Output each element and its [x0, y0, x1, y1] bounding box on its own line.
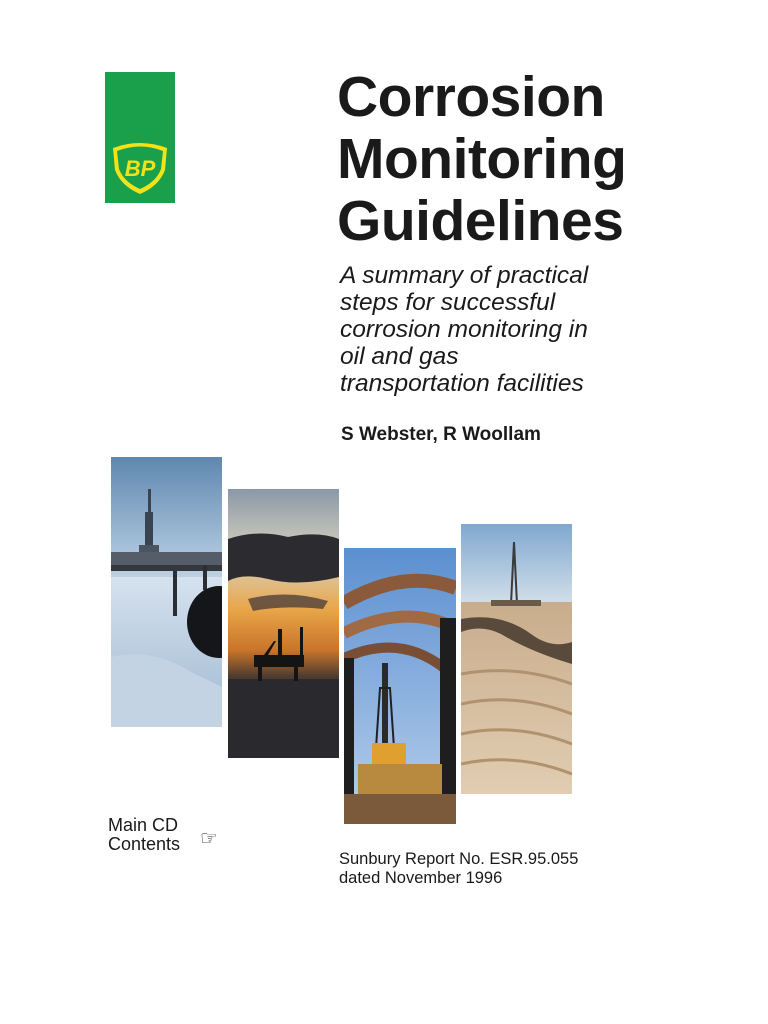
pointing-hand-icon[interactable]: ☞	[200, 826, 218, 850]
document-title	[337, 66, 626, 252]
report-number: Sunbury Report No. ESR.95.055	[339, 850, 579, 868]
subtitle-line: transportation facilities	[340, 370, 584, 397]
subtitle-line: steps for successful	[340, 289, 556, 316]
bp-logo-text: BP	[124, 156, 156, 181]
desert-rig-photo	[461, 524, 572, 794]
subtitle-line: corrosion monitoring in	[340, 316, 588, 343]
title-line: Guidelines	[337, 189, 624, 253]
title-line: Monitoring	[337, 127, 627, 191]
arctic-rig-photo	[111, 457, 222, 727]
bp-logo	[105, 72, 175, 203]
subtitle-line: A summary of practical	[340, 262, 589, 289]
pipeline-rig-photo	[344, 548, 456, 824]
report-date: dated November 1996	[339, 869, 503, 887]
report-reference	[339, 850, 578, 888]
main-cd-label: Main CD	[108, 815, 179, 835]
authors: S Webster, R Woollam	[341, 424, 541, 445]
offshore-platform-sunset-photo	[228, 489, 339, 758]
bp-shield-icon	[109, 140, 171, 196]
document-subtitle	[340, 262, 588, 397]
main-cd-contents-link[interactable]	[108, 816, 180, 854]
title-line: Corrosion	[337, 65, 605, 129]
contents-label: Contents	[108, 834, 181, 854]
subtitle-line: oil and gas	[340, 343, 459, 370]
